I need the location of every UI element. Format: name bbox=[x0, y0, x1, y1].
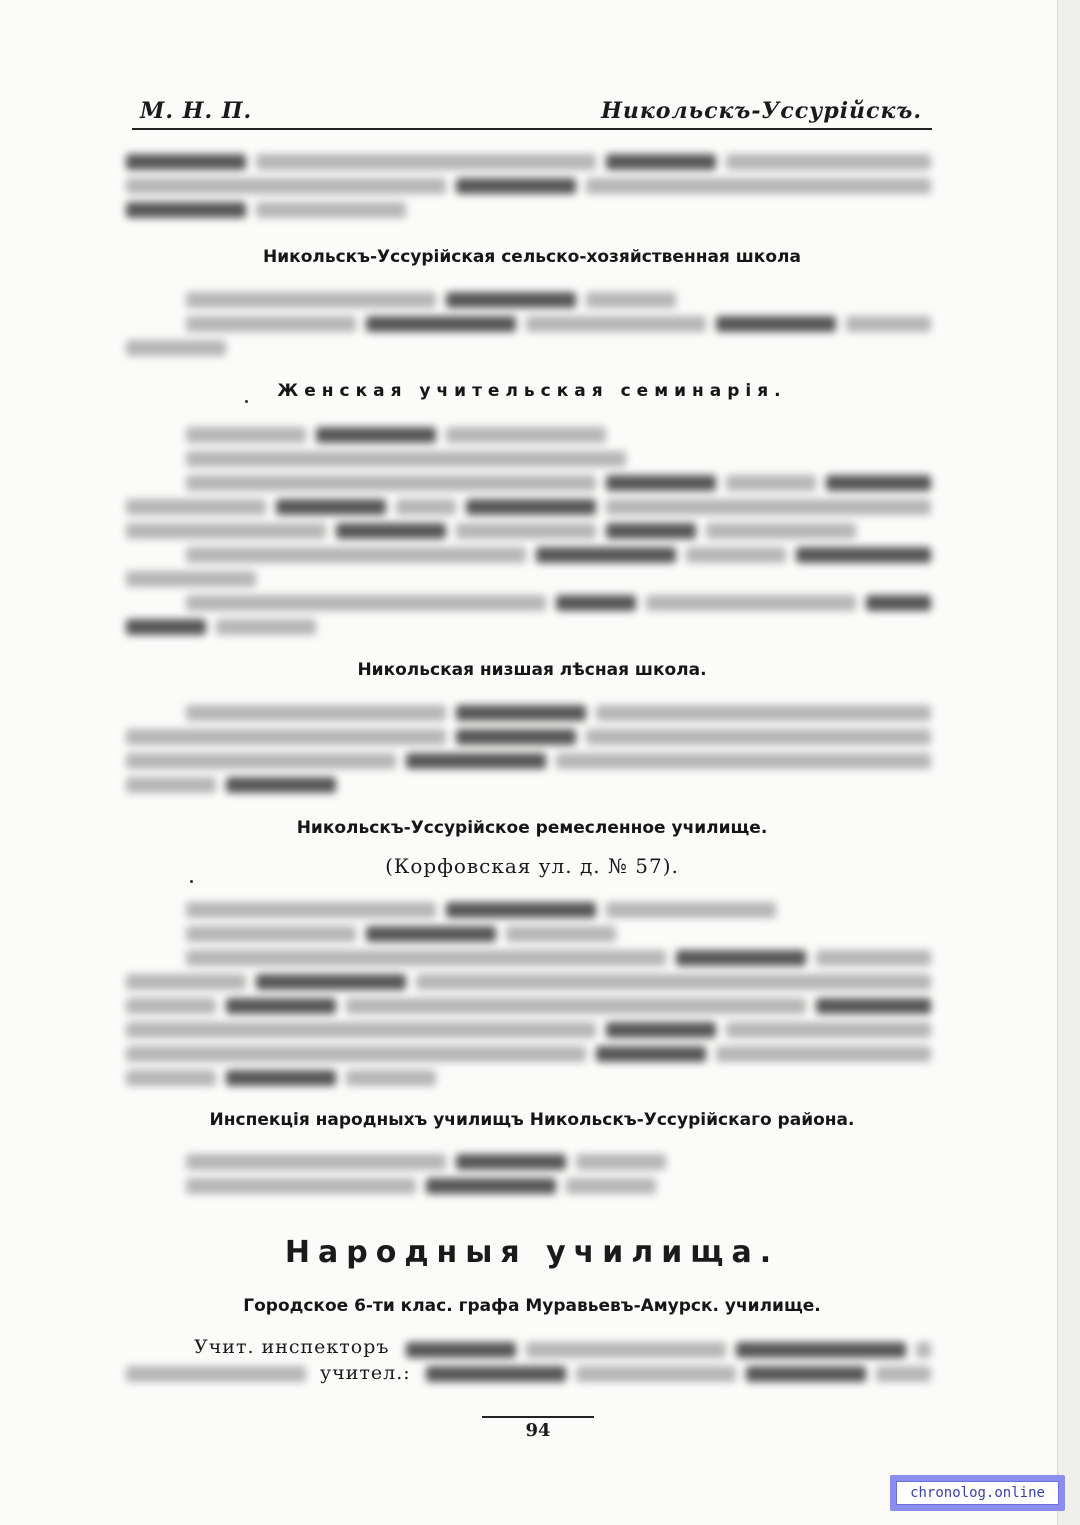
blurred-paragraph-4 bbox=[126, 703, 936, 798]
speck bbox=[190, 880, 193, 883]
section-heading-craft-school: Никольскъ-Уссурійское ремесленное училище. bbox=[296, 818, 768, 838]
teachers-label: учител.: bbox=[320, 1362, 411, 1384]
inspector-label: Учит. инспекторъ bbox=[194, 1336, 390, 1358]
section-title-public-schools: Народныя училища. bbox=[284, 1235, 780, 1270]
blurred-paragraph-6 bbox=[186, 1152, 686, 1202]
craft-school-address: (Корфовская ул. д. № 57). bbox=[385, 854, 679, 878]
page-number: 94 bbox=[525, 1420, 551, 1441]
header-left: М. Н. П. bbox=[140, 98, 253, 124]
blurred-paragraph-7 bbox=[126, 1338, 936, 1388]
blurred-paragraph-2 bbox=[126, 290, 936, 360]
section-heading-city-school: Городское 6-ти клас. графа Муравьевъ-Амурск. училище. bbox=[243, 1296, 821, 1316]
section-heading-inspection: Инспекція народныхъ училищъ Никольскъ-Уссурійскаго района. bbox=[209, 1110, 855, 1130]
speck bbox=[245, 400, 248, 403]
watermark-text[interactable]: chronolog.online bbox=[896, 1481, 1059, 1505]
footer-rule bbox=[482, 1416, 594, 1418]
section-heading-womens-seminary: Женская учительская семинарія. bbox=[277, 381, 787, 401]
page-edge bbox=[1057, 0, 1080, 1525]
blurred-paragraph-3 bbox=[126, 425, 936, 640]
blurred-paragraph-1 bbox=[126, 150, 936, 230]
blurred-paragraph-5 bbox=[126, 900, 936, 1085]
section-heading-forest-school: Никольская низшая лѣсная школа. bbox=[357, 660, 707, 680]
watermark-badge[interactable] bbox=[890, 1475, 1065, 1511]
page-header bbox=[132, 92, 932, 130]
header-right: Никольскъ-Уссурійскъ. bbox=[601, 98, 922, 124]
section-heading-agricultural-school: Никольскъ-Уссурійская сельско-хозяйственная школа bbox=[263, 247, 801, 267]
